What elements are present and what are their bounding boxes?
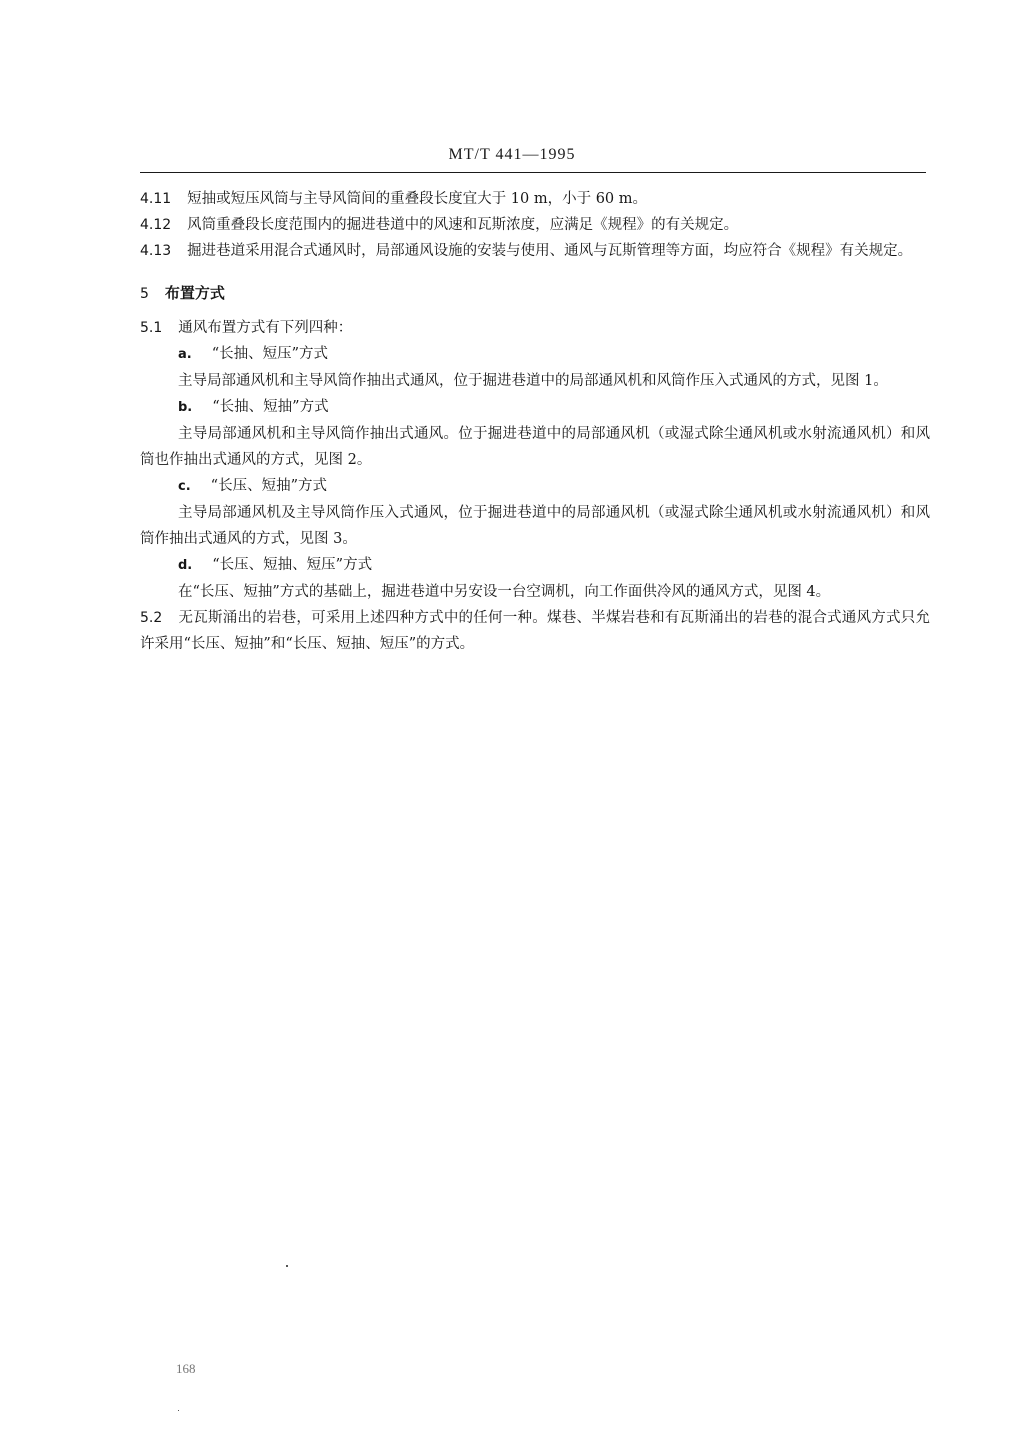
clause-number: 4.11 <box>140 191 172 207</box>
item-text: 主导局部通风机和主导风筒作抽出式通风。位于掘进巷道中的局部通风机（或湿式除尘通风机或水射流通风机）和风筒也作抽出式通风的方式，见图 2。 <box>140 426 930 468</box>
document-body <box>140 186 930 657</box>
clause-number: 5.1 <box>140 320 163 336</box>
item-text: 主导局部通风机和主导风筒作抽出式通风，位于掘进巷道中的局部通风机和风筒作压入式通风的方式，见图 1。 <box>178 373 888 389</box>
page-number: 168 <box>176 1361 196 1376</box>
clause-text: 通风布置方式有下列四种： <box>178 320 353 336</box>
standard-code-header: MT/T 441—1995 <box>448 146 576 163</box>
item-title: “长抽、短压”方式 <box>211 346 329 362</box>
clause-text: 掘进巷道采用混合式通风时，局部通风设施的安装与使用、通风与瓦斯管理等方面，均应符合《规程》有关规定。 <box>187 243 913 259</box>
layout-mode-item-c <box>140 473 930 552</box>
clause-4-13 <box>140 238 930 264</box>
item-label: d. <box>178 558 193 573</box>
clause-text: 风筒重叠段长度范围内的掘进巷道中的风速和瓦斯浓度，应满足《规程》的有关规定。 <box>187 217 739 233</box>
clause-4-12 <box>140 212 930 238</box>
clause-text: 无瓦斯涌出的岩巷，可采用上述四种方式中的任何一种。煤巷、半煤岩巷和有瓦斯涌出的岩巷的混合式通风方式只允许采用“长压、短抽”和“长压、短抽、短压”的方式。 <box>140 610 930 652</box>
header-rule <box>140 172 926 173</box>
item-label: c. <box>178 479 191 494</box>
clause-5-1 <box>140 315 930 341</box>
clause-4-11 <box>140 186 930 212</box>
clause-number: 5.2 <box>140 610 163 626</box>
section-title: 布置方式 <box>164 284 225 302</box>
scan-speck <box>178 1410 179 1411</box>
clause-text: 短抽或短压风筒与主导风筒间的重叠段长度宜大于 10 m，小于 60 m。 <box>187 191 648 207</box>
item-title: “长压、短抽”方式 <box>210 478 327 494</box>
layout-mode-item-b <box>140 394 930 473</box>
section-number: 5 <box>140 286 149 302</box>
section-5-heading <box>140 282 930 303</box>
item-label: a. <box>178 347 192 362</box>
item-title: “长压、短抽、短压”方式 <box>212 557 373 573</box>
scan-speck <box>286 1265 288 1267</box>
clause-number: 4.12 <box>140 217 172 233</box>
clause-5-2 <box>140 605 930 657</box>
item-title: “长抽、短抽”方式 <box>212 399 329 415</box>
layout-mode-item-a <box>140 341 930 394</box>
layout-mode-item-d <box>140 552 930 605</box>
clause-number: 4.13 <box>140 243 172 259</box>
item-text: 主导局部通风机及主导风筒作压入式通风，位于掘进巷道中的局部通风机（或湿式除尘通风机或水射流通风机）和风筒作抽出式通风的方式，见图 3。 <box>140 505 930 547</box>
item-text: 在“长压、短抽”方式的基础上，掘进巷道中另安设一台空调机，向工作面供冷风的通风方式，见图 4。 <box>178 584 831 600</box>
item-label: b. <box>178 400 193 415</box>
